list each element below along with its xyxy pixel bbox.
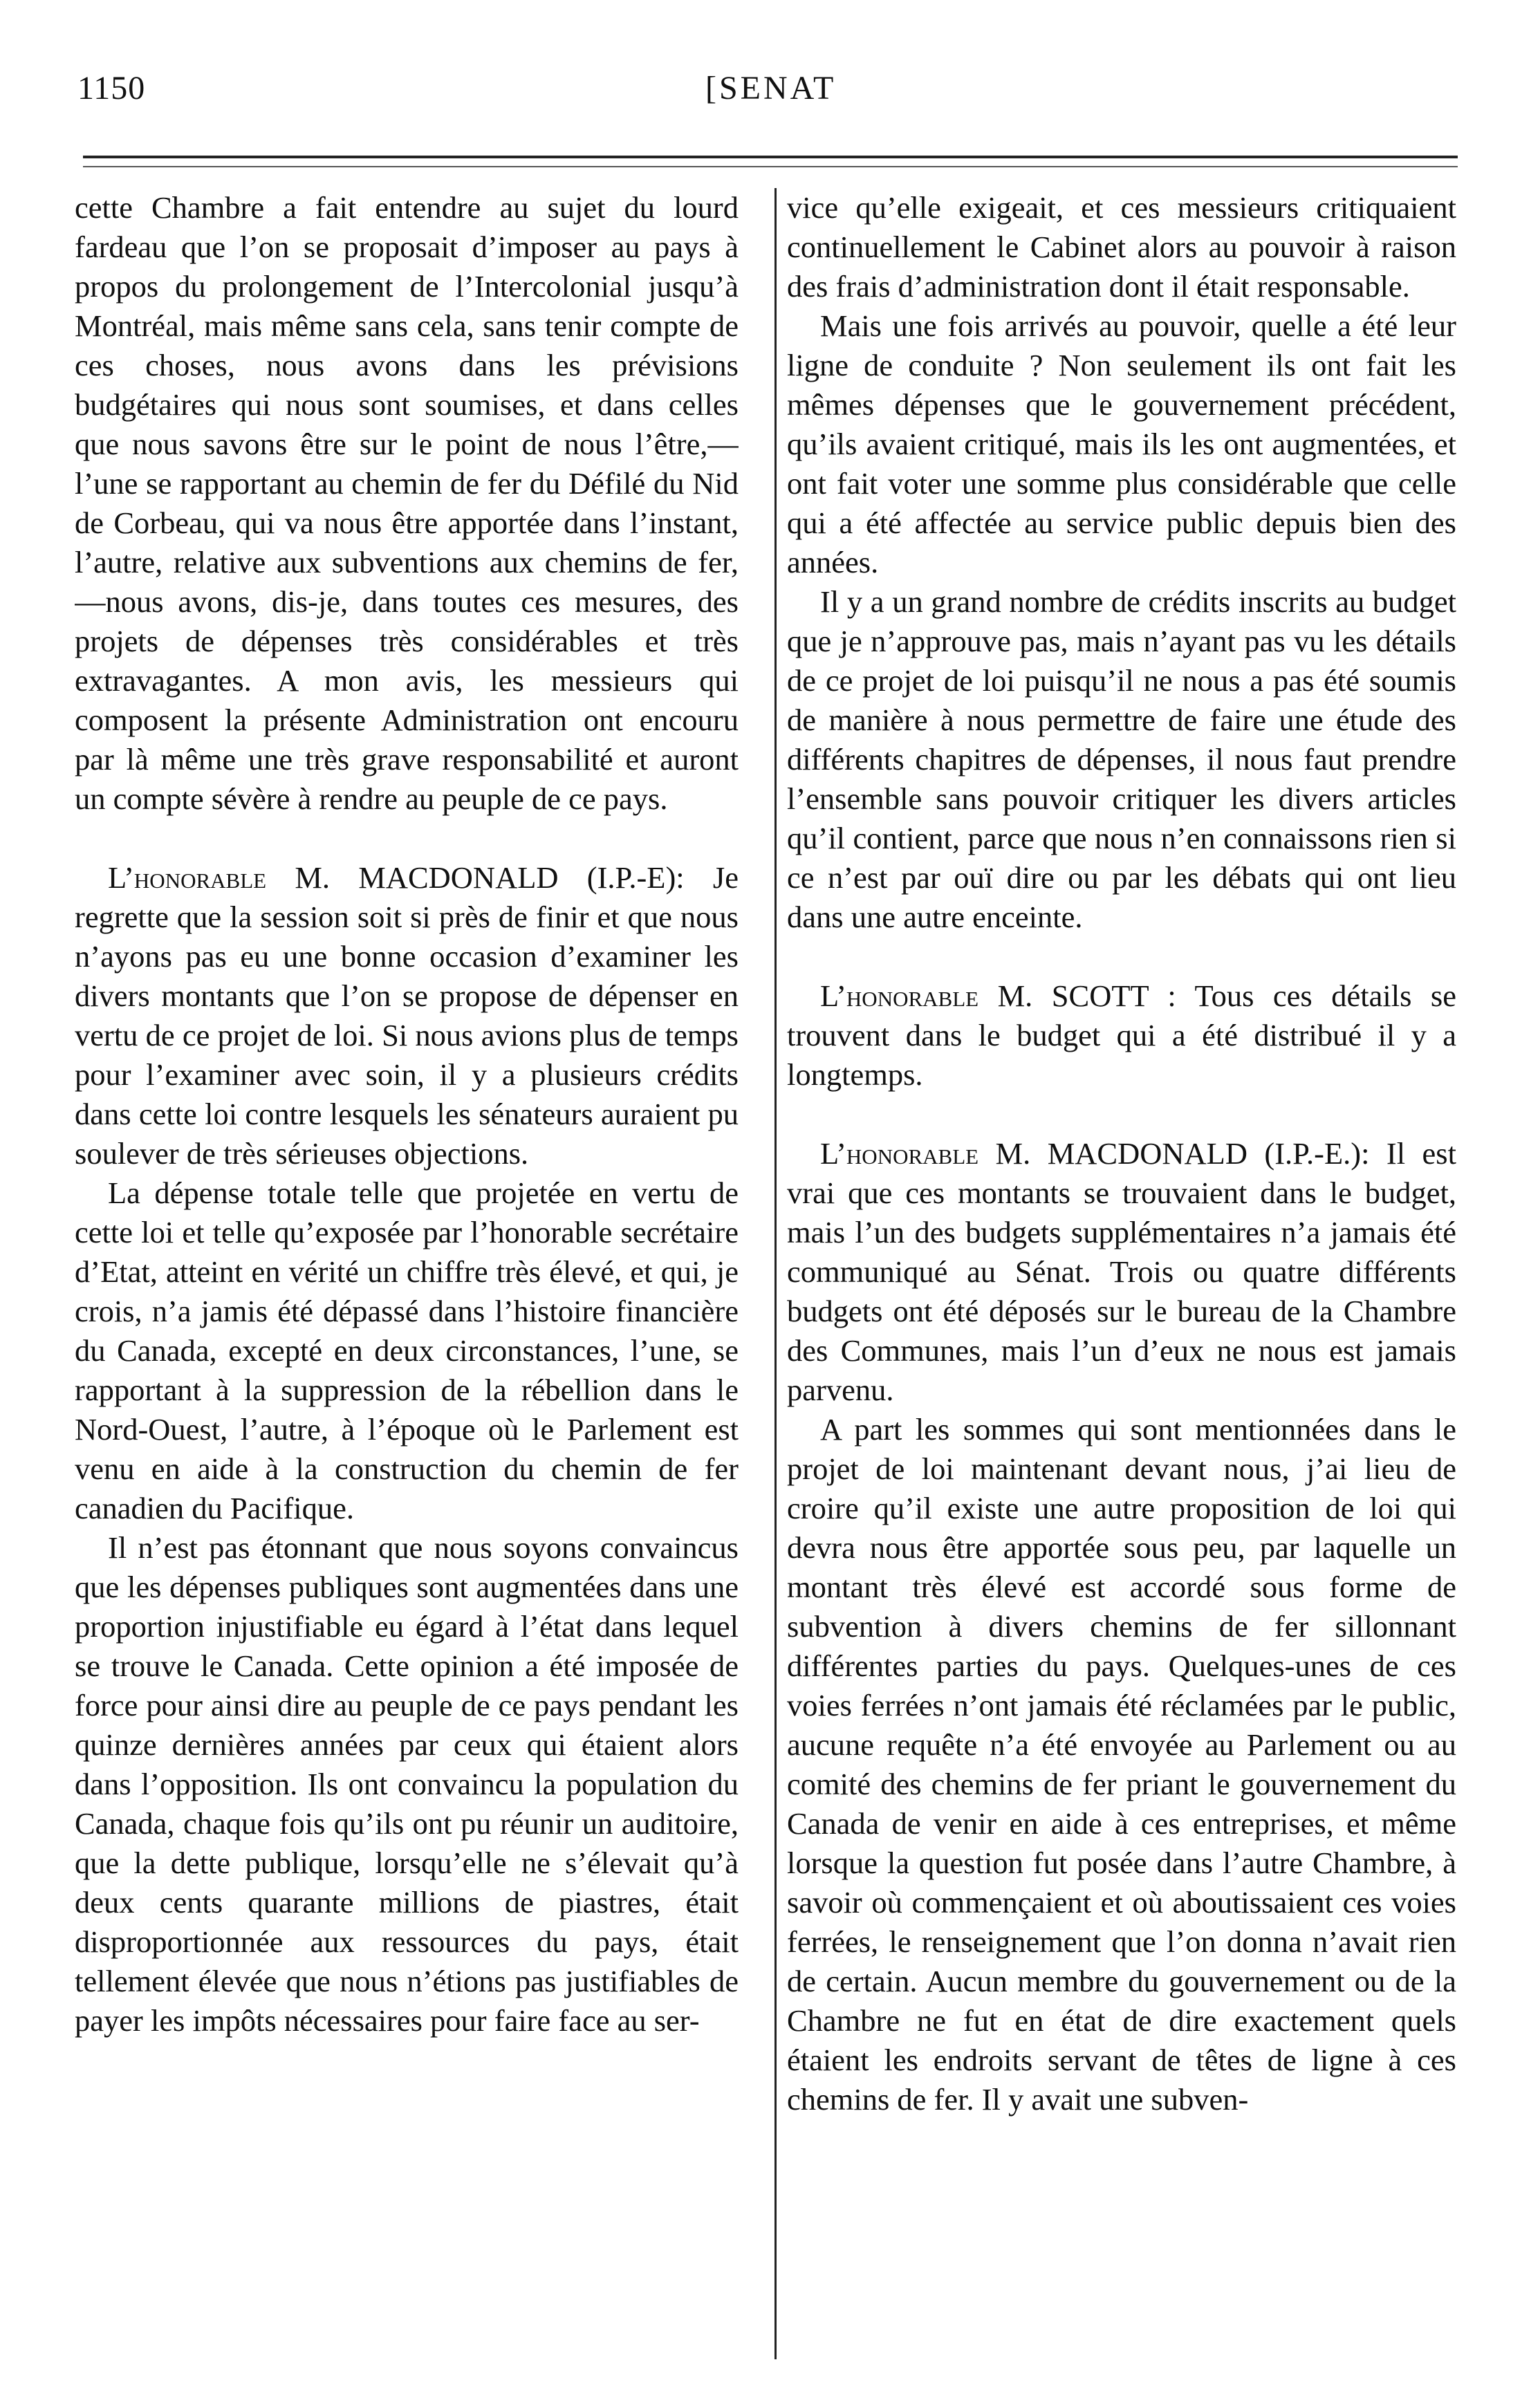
header-rule [83, 156, 1458, 158]
speech-text: Tous ces détails se trouvent dans le budget qui a été distribué il y a longtemps. [787, 978, 1456, 1092]
paragraph: La dépense totale telle que projetée en vertu de cette loi et telle qu’exposée par l’honorable secrétaire d’Etat, atteint en vérité un chiffre très élevé, et qui, je crois, n’a jamis été dépassé dans l’histoire financière du Canada, excepté en deux circonstances, l’une, se rapportant à la suppression de la rébellion dans le Nord-Ouest, l’autre, à l’époque où le Parlement est venu en aide à la construction du chemin de fer canadien du Pacifique. [75, 1175, 739, 1525]
speech-text: Je regrette que la session soit si près de finir et que nous n’ayons pas eu une bonne occasion d’examiner les divers montants que l’on se propose de dépenser en vertu de ce projet de loi. Si nous avions plus de temps pour l’examiner avec soin, il y a plusieurs crédits dans cette loi contre lesquels les sénateurs auraient pu soulever de très sérieuses objections. [75, 860, 739, 1171]
page-header [0, 69, 1540, 131]
column-divider [774, 188, 777, 2359]
header-rule-thin [83, 166, 1458, 167]
paragraph: Il y a un grand nombre de crédits inscrits au budget que je n’approuve pas, mais n’ayant pas vu les détails de ce projet de loi puisqu’il ne nous a pas été soumis de manière à nous permettre de faire une étude des différents chapitres de dépenses, il nous faut prendre l’ensemble sans pouvoir critiquer les divers articles qu’il contient, parce que nous n’en connaissons rien si ce n’est par ouï dire ou par les débats qui ont lieu dans une autre enceinte. [787, 584, 1456, 934]
speech-text: Il est vrai que ces montants se trouvaient dans le budget, mais l’un des budgets supplémentaires n’a jamais été communiqué au Sénat. Trois ou quatre différents budgets ont été déposés sur le bureau de la Chambre des Communes, mais l’un d’eux ne nous est jamais parvenu. [787, 1136, 1456, 1407]
paragraph: vice qu’elle exigeait, et ces messieurs critiquaient continuellement le Cabinet alors au pouvoir à raison des frais d’administration dont il était responsable. [787, 190, 1456, 304]
page-number: 1150 [77, 70, 146, 106]
right-column [787, 188, 1456, 2339]
paragraph: A part les sommes qui sont mentionnées dans le projet de loi maintenant devant nous, j’ai lieu de croire qu’il existe une autre proposition de loi qui devra nous être apportée sous peu, par laquelle un montant très élevé est accordé sous forme de subvention à divers chemins de fer sillonnant différentes parties du pays. Quelques-unes de ces voies ferrées n’ont jamais été réclamées par le public, aucune requête n’a été envoyée au Parlement ou au comité des chemins de fer priant le gouvernement du Canada de venir en aide à ces entreprises, et même lorsque la question fut posée dans l’autre Chambre, à savoir où commençaient et où aboutissaient ces voies ferrées, le renseignement que l’on donna n’avait rien de certain. Aucun membre du gouvernement ou de la Chambre ne fut en état de dire exactement quels étaient les endroits servant de têtes de ligne à ces chemins de fer. Il y avait une subven- [787, 1412, 1456, 2117]
paragraph: Il n’est pas étonnant que nous soyons convaincus que les dépenses publiques sont augmentées dans une proportion injustifiable eu égard à l’état dans lequel se trouve le Canada. Cette opinion a été imposée de force pour ainsi dire au peuple de ce pays pendant les quinze dernières années par ceux qui étaient alors dans l’opposition. Ils ont convaincu la population du Canada, chaque fois qu’ils ont pu réunir un auditoire, que la dette publique, lorsqu’elle ne s’élevait qu’à deux cents quarante millions de piastres, était disproportionnée aux ressources du pays, était tellement élevée que nous n’étions pas justifiables de payer les impôts nécessaires pour faire face au ser- [75, 1530, 739, 2038]
paragraph: cette Chambre a fait entendre au sujet du lourd fardeau que l’on se proposait d’imposer au pays à propos du prolongement de l’Intercolonial jusqu’à Montréal, mais même sans cela, sans tenir compte de ces choses, nous avons dans les prévisions budgétaires qui nous sont soumises, et dans celles que nous savons être sur le point de nous l’être,—l’une se rapportant au chemin de fer du Défilé du Nid de Corbeau, qui va nous être apportée dans l’instant, l’autre, relative aux subventions aux chemins de fer,—nous avons, dis-je, dans toutes ces mesures, des projets de dépenses très considérables et très extravagantes. A mon avis, les messieurs qui composent la présente Administration ont encouru par là même une très grave responsabilité et auront un compte sévère à rendre au peuple de ce pays. [75, 190, 739, 816]
speaker-name: L’honorable M. SCOTT : [820, 978, 1176, 1013]
section-title: [SENAT [705, 70, 837, 106]
speech-paragraph [787, 1134, 1456, 1410]
speaker-name: L’honorable M. MACDONALD (I.P.-E): [108, 860, 685, 895]
left-column [75, 188, 739, 2339]
speech-paragraph [787, 976, 1456, 1095]
paragraph: Mais une fois arrivés au pouvoir, quelle a été leur ligne de conduite ? Non seulement ils ont fait les mêmes dépenses que le gouvernement précédent, qu’ils avaient critiqué, mais ils les ont augmentées, et ont fait voter une somme plus considérable que celle qui a été affectée au service public depuis bien des années. [787, 308, 1456, 579]
speech-paragraph [75, 858, 739, 1173]
speaker-name: L’honorable M. MACDONALD (I.P.-E.): [820, 1136, 1370, 1171]
